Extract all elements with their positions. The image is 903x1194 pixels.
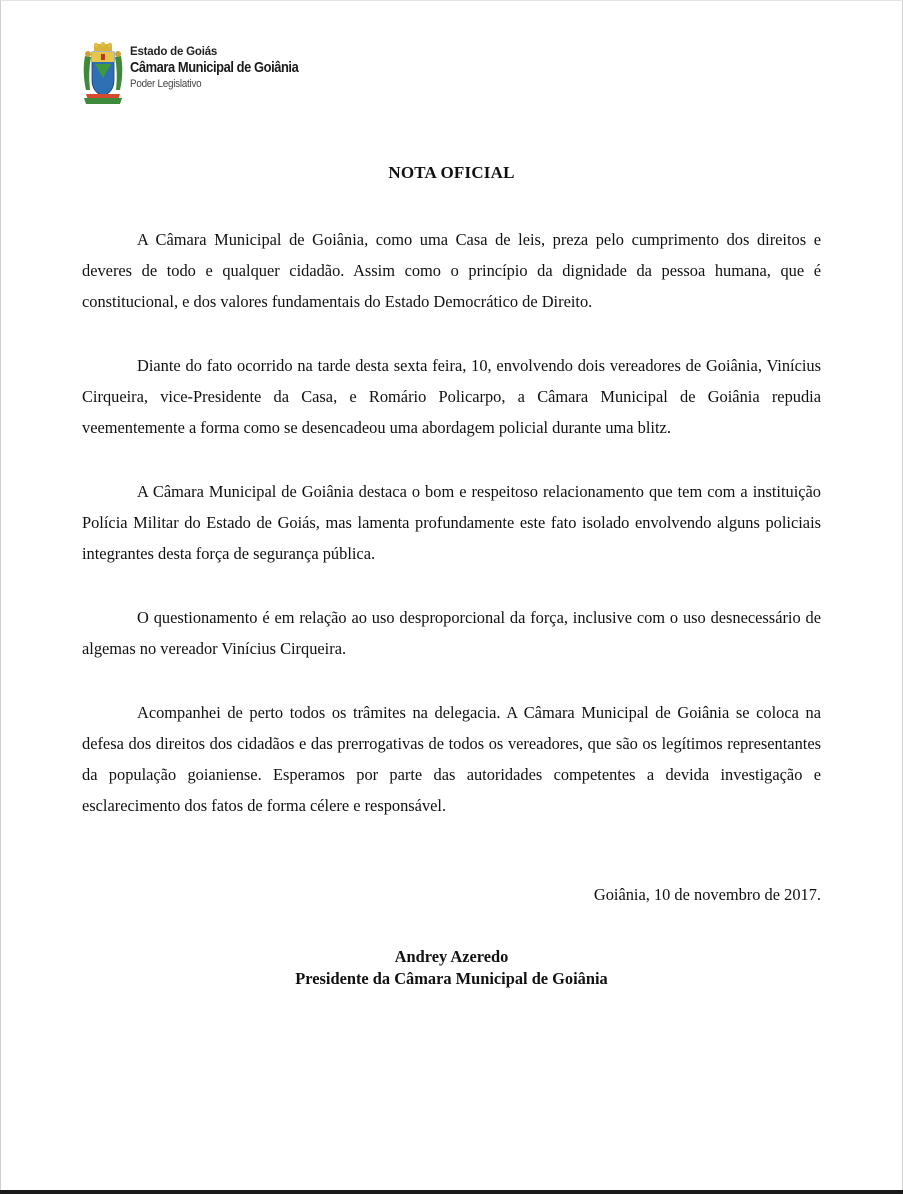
paragraph-1: A Câmara Municipal de Goiânia, como uma Casa de leis, preza pelo cumprimento dos direitos e deveres de todo e qualquer cidadão. Assim como o princípio da dignidade da pessoa humana, que é constitucional, e dos valores fundamentais do Estado Democrático de Direito.	[82, 230, 821, 311]
chamber-name: Câmara Municipal de Goiânia	[130, 59, 299, 76]
paragraph-2: Diante do fato ocorrido na tarde desta sexta feira, 10, envolvendo dois vereadores de Goiânia, Vinícius Cirqueira, vice-Presidente da Casa, e Romário Policarpo, a Câmara Municipal de Goiânia repudia veementemente a forma como se desencadeou uma abordagem policial durante uma blitz.	[82, 356, 821, 437]
paragraph-5: Acompanhei de perto todos os trâmites na delegacia. A Câmara Municipal de Goiânia se coloca na defesa dos direitos dos cidadãos e das prerrogativas de todos os vereadores, que são os legítimos representantes da população goianiense. Esperamos por parte das autoridades competentes a devida investigação e esclarecimento dos fatos de forma célere e responsável.	[82, 703, 821, 815]
document-title: NOTA OFICIAL	[388, 163, 515, 182]
page-bottom-edge	[0, 1190, 903, 1194]
letterhead	[82, 42, 326, 106]
state-name: Estado de Goiás	[130, 46, 218, 58]
date-line: Goiânia, 10 de novembro de 2017.	[593, 885, 821, 904]
coat-of-arms-icon	[82, 42, 124, 106]
paragraph-3: A Câmara Municipal de Goiânia destaca o bom e respeitoso relacionamento que tem com a instituição Polícia Militar do Estado de Goiás, mas lamenta profundamente este fato isolado envolvendo alguns policiais integrantes desta força de segurança pública.	[82, 482, 821, 563]
paragraph-4: O questionamento é em relação ao uso desproporcional da força, inclusive com o uso desnecessário de algemas no vereador Vinícius Cirqueira.	[82, 608, 821, 658]
signature-block	[0, 946, 903, 990]
document-body	[82, 224, 821, 854]
signatory-role: Presidente da Câmara Municipal de Goiânia	[295, 969, 608, 988]
branch-name: Poder Legislativo	[130, 78, 202, 90]
signatory-name: Andrey Azeredo	[394, 947, 509, 966]
